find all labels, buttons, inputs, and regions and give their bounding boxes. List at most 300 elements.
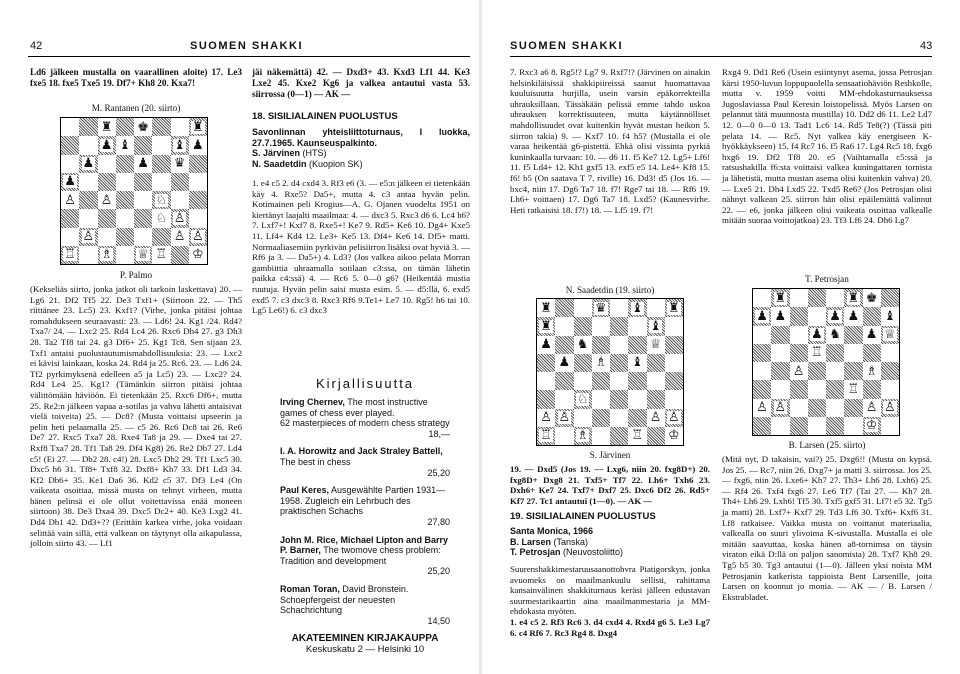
board-square [98, 118, 116, 136]
black-pawn-icon: ♟ [558, 355, 571, 371]
board-square [771, 399, 789, 417]
board-square [753, 380, 771, 398]
board-square [134, 228, 152, 246]
col2-top [252, 67, 470, 101]
board-square [555, 354, 573, 372]
game18-black: N. Saadetdin [252, 158, 307, 169]
board-square [826, 380, 844, 398]
black-rook-icon: ♜ [847, 290, 860, 306]
book-title: David Bronstein. Schoepfergeist der neuesten Schachrichtung [280, 583, 409, 616]
board-square [61, 191, 79, 209]
board-square [592, 390, 610, 408]
board-square [152, 228, 170, 246]
board-square [790, 326, 808, 344]
col3-top-text: 7. Rxc3 a6 8. Rg5!? Lg7 9. Rxf7!? (Järvinen on ainakin helsinkiläisissä shakkipiireissä saanut huomattavaa kuuluisuutta hurjilla, usein varsin epäkorrekteilla uhrauksillaan. Tässäkään pelissä emme tahdo uskoa uhrauksen korrektisuuteen, mutta käytännölliset mahdollisuudet ovat kuitenkin hyvät mustan heikon 5. siirron takia) 9. — Kxf7 10. f4 h5? (Mustalla ei ole varaa heikentää g6-pistettä. Ehkä olisi vissinta pyrkiä kuninkaalla turvaan: 10. — d6 11. f5 Ke7 12. Lg5+ Lf6! 11. f5 Ld4+ 12. Kh1 gxf5 13. exf5 e5 14. Le4+ Kf8 15. f6! b5 (On saatava T 7. riville) 16. Dd3! d5 (Jos 16. — bxc4, niin 17. Dg6 Ta7 18. f7! Rge7 tai 18. — Rf6 19. Lh6+ voittaen) 17. Dg6 Ta7 18. Lxd5? (Kaunesvirhe. Heti ratkaisisi 18. f7!) 18. — Lf5 19. f7! [510, 67, 710, 215]
board-square [79, 155, 97, 173]
col4-bottom-text: (Mitä nyt, D takaisin, vai?) 25. Dxg6!! (Musta on kypsä. Jos 25. — Rc7, niin 26. Dxg7+ ja matti 3. siirrossa. Jos 25. — fxg6, niin 26. Lxe6+ Kh7 27. Th3+ Lh6 28. Lxh6) 25. — Rf4 26. Txf4 fxg6 27. Le6 Tf7 (Tai 27. — Kh7 28. Th4+ Lh6 29. Lxh6! Tf5 30. Txf5 gxf5 31. Lf7! e5 32. Tg5 ja matti) 28. Lxf7+ Kxf7 29. Td3 Lf6 30. Txf6+ Kxf6 31. Lf8 ratkaisee. Vaikka musta on voittanut materiaalia, valkealla on suuri ylivoima K-sivustalla. Mustalla ei ole mitään saavuttaa, koska hänen a8-tornimsa on täysin viraton eikä D:llä on paljon sanomista) 28. Txf7 Kh8 29. Tg5 b5 30. Tg3 antautui (1—0). Jälleen yksi noista MM Petrosjanin katkerista tappioista Bent Larsenille, joita Larsen on koonnut jo monia. — AK — / B. Larsen / Ekstrabladet. [722, 454, 932, 602]
board-square [665, 409, 683, 427]
white-bishop-icon: ♗ [595, 355, 607, 371]
board-square [790, 362, 808, 380]
col3-game19 [510, 564, 710, 638]
col4-top [722, 67, 932, 226]
board-square [189, 209, 207, 227]
board-square [610, 390, 628, 408]
board-square [537, 336, 555, 354]
board-square [753, 307, 771, 325]
white-bishop-icon: ♗ [865, 363, 878, 379]
board-square [610, 427, 628, 445]
white-pawn-icon: ♙ [756, 400, 768, 416]
board-square [628, 354, 646, 372]
col2-body-text: 1. e4 c5 2. d4 cxd4 3. Rf3 e6 (3. — e5:n jälkeen ei tietenkään käy 4. Rxe5? Da5+, mutta 4. c3 antaa hyvän pelin. Kotimainen peli Krogius—A. G. Ojanen vuodelta 1951 on kiertänyt laajalti maailmaa: 4. — dxc3 5. Rxc3 d6 6. Lc4 h6? 7. Lxf7+! Kxf7 8. Rxe5+! Ke7 9. Rd5+ Ke6 10. Dg4+ Kxe5 11. Lf4+ Kd4 12. Le3+ Ke5 13. Df4+ Ke6 14. Df5+ matti. Normaaliasemiin pyrkivän pelisiirron lisäksi ovat hyviä 3. — Rf6 ja 3. — Da5+) 4. Ld3? (Jos valkea aikoo pelata Morran gambiittia uhraamalla sotilaan c3:ssa, on tämän lähetin paikka c4:ssä) 4. — Rc6 5. 0—0 g6? (Heikentää mustia ruutuja. Hyvän pelin saisi musta esim. 5. — d5:llä, 6. exd5 exd5 7. c3 dxc3 8. Rxc3 Rf6 9.Te1+ Le7 10. Rg5! h6 tai 10. Lg5 Le6!) 6. c3 dxc3 [252, 178, 470, 316]
book-entry-4 [280, 535, 450, 577]
game18-black-club: (Kuopion SK) [309, 158, 363, 169]
board-square [61, 209, 79, 227]
board-square [844, 380, 862, 398]
game18-event: Savonlinnan yhteisliittoturnaus, I luokka, 27.7.1965. Kaunseuspalkinto. [252, 127, 470, 148]
board-square [753, 399, 771, 417]
black-pawn-icon: ♟ [774, 308, 787, 324]
board-square [574, 354, 592, 372]
board-square [171, 228, 189, 246]
board-square [98, 136, 116, 154]
board-square [574, 299, 592, 317]
book-entry-1 [280, 397, 450, 439]
board-square [79, 246, 97, 264]
board-square [79, 136, 97, 154]
board-square [537, 372, 555, 390]
white-rook-icon: ♖ [811, 345, 823, 361]
board-square [61, 228, 79, 246]
board-square [189, 173, 207, 191]
board-square [647, 372, 665, 390]
board-square [98, 228, 116, 246]
col4-top-text: Rxg4 9. Dd1 Re6 (Usein esiintynyt asema, jossa Petrosjan kärsi 1950-luvun loppupuolella sensaatiohäviön Reshkolle, mutta v. 1959 voitti MM-ehdokasturnauksessa Jugoslaviassa Paul Keresin loistopelissä. Myös Larsen on pelannut tätä muunnosta mustilla) 10. Dd2 d6 11. Le2 Ld7 12. 0—0 0—0 13. Tad1 Lc6 14. Rd5 Te8(?) (Tässä piti pelata 14. — Rc5. Nyt valkea käy energiseen K-hyökkäykseen) 15. f4 Rc7 16. f5 Ra6 17. Lg4 Rc5 18. fxg6 hxg6 19. Df2 Tf8 20. e5 (Vaihtamalla c5:ssä ja ratsushakilla f6:sta voittaisi valkea kuningattaren tornista ja lähetistä, mutta mustan asema olisi kuitenkin vahva) 20. — Lxe5 21. Dh4 Lxd5 22. Txd5 Re6? (Jos Petrosjan olisi nähnyt valkean 25. siirron hän olisi epäilemättä valinnut 22. — e6, jonka jälkeen olisi vaikeata osoittaa valkealle mitään suoraa voittojatkoa) 23. Tf3 Lf6 24. Dh6 Lg7 [722, 67, 933, 226]
board-square [116, 155, 134, 173]
board-square [647, 317, 665, 335]
board-square [610, 354, 628, 372]
board-square [628, 409, 646, 427]
board-square [863, 326, 881, 344]
board-square [537, 390, 555, 408]
white-pawn-icon: ♙ [865, 400, 878, 416]
page-number-left: 42 [30, 40, 43, 52]
board-square [808, 326, 826, 344]
book-title: The twomove chess problem: Tradition and development [280, 545, 441, 566]
black-pawn-icon: ♟ [192, 137, 204, 153]
white-pawn-icon: ♙ [540, 410, 552, 426]
black-pawn-icon: ♟ [847, 308, 860, 324]
col3-after-diagram [510, 464, 710, 506]
board-square [628, 390, 646, 408]
board-square [647, 354, 665, 372]
board-square [189, 246, 207, 264]
board-square [808, 417, 826, 435]
board-square [808, 289, 826, 307]
board-square [116, 209, 134, 227]
board-square [555, 336, 573, 354]
game19-black: T. Petrosjan [510, 547, 561, 558]
black-bishop-icon: ♝ [173, 137, 186, 153]
board-square [610, 409, 628, 427]
board-square [98, 155, 116, 173]
board-square [881, 289, 899, 307]
board-square [647, 299, 665, 317]
board-square [537, 299, 555, 317]
black-bishop-icon: ♝ [631, 355, 644, 371]
board-square [826, 326, 844, 344]
board-square [844, 289, 862, 307]
board-square [647, 427, 665, 445]
col3-game19-moves: 1. e4 c5 2. Rf3 Rc6 3. d4 cxd4 4. Rxd4 g6 5. Le3 Lg7 6. c4 Rf6 7. Rc3 Rg4 8. Dxg4 [510, 616, 710, 638]
board-square [171, 191, 189, 209]
board-square [537, 409, 555, 427]
board-square [152, 155, 170, 173]
books-box [280, 376, 450, 655]
game19-event: Santa Monica, 1966 [510, 526, 594, 536]
board-square [116, 173, 134, 191]
board-square [171, 136, 189, 154]
white-knight-icon: ♘ [576, 391, 589, 407]
board-square [665, 390, 683, 408]
black-rook-icon: ♜ [192, 119, 204, 135]
book-author: I. A. Horowitz and Jack Straley Battell, [280, 446, 443, 457]
board-square [134, 191, 152, 209]
board-square [592, 409, 610, 427]
black-rook-icon: ♜ [774, 290, 787, 306]
board-square [574, 409, 592, 427]
board-square [826, 289, 844, 307]
header-rule-right [510, 56, 932, 57]
board-square [61, 136, 79, 154]
board-square [771, 289, 789, 307]
black-bishop-icon: ♝ [649, 318, 662, 334]
board-square [610, 317, 628, 335]
book-extra: 62 masterpieces of modern chess strategy [280, 418, 450, 429]
board-square [189, 118, 207, 136]
board-square [665, 354, 683, 372]
white-pawn-icon: ♙ [192, 229, 204, 245]
board-square [628, 299, 646, 317]
book-title: Ausgewählte Partien 1931—1958. Zugleich ein Lehrbuch des praktischen Schachs [280, 485, 446, 517]
board-square [79, 118, 97, 136]
bookshop-address: Keskuskatu 2 — Helsinki 10 [305, 644, 425, 656]
board-square [134, 136, 152, 154]
diagram1-title: M. Rantanen (20. siirto) [91, 103, 181, 113]
white-pawn-icon: ♙ [64, 192, 76, 208]
board-square [152, 136, 170, 154]
board-square [790, 399, 808, 417]
col1-body [30, 284, 242, 549]
game19-header [510, 526, 710, 558]
book-price: 14,50 [427, 615, 450, 626]
game19-black-club: (Neuvostoliitto) [563, 547, 624, 558]
board-square [171, 118, 189, 136]
game19-white-club: (Tanska) [553, 536, 589, 547]
board-square [753, 289, 771, 307]
header-left: SUOMEN SHAKKI [190, 40, 304, 52]
board-square [189, 136, 207, 154]
board-square [628, 427, 646, 445]
col1-top [30, 67, 242, 89]
game18-white-club: (HTS) [302, 148, 327, 159]
white-pawn-icon: ♙ [173, 210, 186, 226]
white-pawn-icon: ♙ [649, 410, 662, 426]
board-square [98, 191, 116, 209]
game18-header [252, 127, 470, 169]
white-rook-icon: ♖ [847, 381, 860, 397]
board-square [863, 399, 881, 417]
white-queen-icon: ♕ [884, 327, 896, 343]
board-square [771, 344, 789, 362]
board-square [863, 362, 881, 380]
white-knight-icon: ♘ [155, 210, 168, 226]
board-square [881, 362, 899, 380]
board-square [808, 399, 826, 417]
right-page [482, 0, 960, 674]
board-square [771, 307, 789, 325]
white-pawn-icon: ♙ [884, 400, 896, 416]
diagram2-caption: S. Järvinen [589, 450, 631, 460]
board-square [790, 289, 808, 307]
book-entry-5 [280, 584, 450, 626]
book-title: The most instructive games of chess ever played. [280, 397, 428, 418]
board-square [790, 380, 808, 398]
game18-white: S. Järvinen [252, 148, 301, 159]
black-pawn-icon: ♟ [829, 308, 841, 324]
board-square [826, 399, 844, 417]
board-square [844, 362, 862, 380]
white-pawn-icon: ♙ [173, 229, 186, 245]
white-pawn-icon: ♙ [82, 229, 95, 245]
board-square [189, 191, 207, 209]
board-square [116, 136, 134, 154]
board-square [116, 228, 134, 246]
board-square [574, 336, 592, 354]
black-rook-icon: ♜ [100, 119, 113, 135]
board-square [826, 307, 844, 325]
board-square [790, 344, 808, 362]
board-square [771, 380, 789, 398]
board-square [574, 390, 592, 408]
board-square [134, 155, 152, 173]
book-author: Irving Chernev, [280, 397, 345, 407]
black-king-icon: ♚ [865, 290, 878, 306]
black-queen-icon: ♛ [173, 156, 186, 172]
board-square [189, 155, 207, 173]
white-king-icon: ♔ [865, 418, 878, 434]
col1-body-text: (Kekseliäs siirto, jonka jatkot oli tarkoin laskettava) 20. — Lg6 21. Df2 Tf5 22. De3 Txf1+ (Siirtoon 22. — Th5 riittänee 23. Lc5) 23. Kxf1? (Virhe, jonka pitäisi johtaa romahdukseen seuraavasti: 23. — Ld6! 24. Kg1 /24. Rd4? Txa7/ 24. — Lxc2 25. Rd4 Lc4 26. Rxc6 Dh4 27. g3 Dh3 28. Ta2 Tf8 tai 24. g3 Df6+ 25. Kg1 Tc8. Sen sijaan 23. Txf1 antaisi puolustautumismahdollisuuksia: 23. — Lxc2 ei kävisi lainkaan, koska 24. Rd4 ja 25. Rc6. 23. — Ld6 24. Tf2 pyrkimyksenä edelleen a5 ja Lc5) 23. — Lxc2? 24. Rd4 Le4 25. Kg1? (Tämänkin siirron pitäisi johtaa välittömään häviöön. Ei tietenkään 25. Rxc6 Df6+, mutta 25. Re2:n jälkeen vapaa a-sotilas ja vahva lähetti antaisivat vielä toiveita) 25. — Dc8? (Musta voittaisi upseerin ja pelin heti pelaamalla 25. — c5 26. Rc6 Dc8 tai 26. Re6 De7 27. Rxc5 Txa7 28. Rxe4 Ta8 ja 29. — Dxe4 tai 27. Rxf8 Txa7 28. Tf1 Ta8 29. Df4 Kg8) 26. Re2 Db7 27. Ld4 c5! (Ei 27. — Db2 28. c4!) 28. Lxc5 Db2 29. Tf1 Lxc5 30. Dxc5 h6 31. Tf8+ Txf8 32. Dxf8+ Kh7 33. Df1 Ld3 34. Kf2 Db6+ 35. Ke1 Da6 36. Kd2 c5 37. Df3 Le4 (On vaikeata osoittaa, missä musta on tehnyt virheen, mutta hänen pelinsä ei ole ollut voitettavissa enää moneen siirtoon) 38. De3 Dxa4 39. Dxc5 Dc2+ 40. Ke3 Lxg2 41. Dd4 Db1 42. Dd3+?? (Erittäin karkea virhe, joka voidaan selittää vain sillä, että valkean on täytynyt olla aikapulassa, jolloin siirto 43. — Lf1 [30, 284, 242, 549]
diagram2-title: N. Saadetdin (19. siirto) [565, 285, 655, 295]
board-square [592, 372, 610, 390]
board-square [98, 246, 116, 264]
board-square [647, 390, 665, 408]
board-square [555, 372, 573, 390]
board-square [134, 118, 152, 136]
board-square [592, 427, 610, 445]
board-square [844, 399, 862, 417]
black-rook-icon: ♜ [540, 318, 552, 334]
board-square [189, 228, 207, 246]
game19-title: 19. SISILIALAINEN PUOLUSTUS [510, 511, 656, 522]
col3-game19-intro: Suurenshakkimestaruusaanottohvra Piatigorskyn, jonka avuomeks on maailmankuulu sellisti, rahittama kansainvälinen shakkiturnaus keräsi jälleen edustavan suurmestarikaartin aina maailmanmestaria ja MM-ehdokasta myöten. [510, 564, 710, 617]
book-entry-2 [280, 446, 450, 478]
board-square [555, 409, 573, 427]
black-pawn-icon: ♟ [64, 174, 76, 190]
board-square [881, 417, 899, 435]
board-square [771, 326, 789, 344]
board-square [152, 191, 170, 209]
board-square [116, 118, 134, 136]
board-square [844, 326, 862, 344]
board-square [152, 173, 170, 191]
diagram3-title: T. Petrosjan [805, 274, 849, 284]
board-square [592, 317, 610, 335]
black-pawn-icon: ♟ [756, 308, 768, 324]
game18-title: 18. SISILIALAINEN PUOLUSTUS [252, 111, 398, 122]
board-square [610, 336, 628, 354]
page-number-right: 43 [920, 40, 933, 52]
book-author: Roman Toran, [280, 583, 340, 594]
board-square [134, 209, 152, 227]
board-square [863, 307, 881, 325]
board-square [826, 362, 844, 380]
black-rook-icon: ♜ [668, 300, 680, 316]
black-bishop-icon: ♝ [631, 300, 644, 316]
black-king-icon: ♚ [137, 119, 149, 135]
black-pawn-icon: ♟ [100, 137, 113, 153]
white-king-icon: ♔ [668, 428, 680, 444]
col2-top-text: jäi näkemättä) 42. — Dxd3+ 43. Kxd3 Lf1 44. Ke3 Lxe2 45. Kxe2 Kg6 ja valkea antautui vasta 53. siirrossa (0—1) — AK — [252, 67, 470, 100]
board-square [647, 336, 665, 354]
diagram3-caption: B. Larsen (25. siirto) [788, 440, 866, 450]
board-square [665, 427, 683, 445]
board-square [98, 173, 116, 191]
board-square [808, 380, 826, 398]
board-square [881, 380, 899, 398]
board-square [555, 390, 573, 408]
board-square [790, 417, 808, 435]
book-price: 27,80 [427, 516, 450, 527]
white-rook-icon: ♖ [540, 428, 552, 444]
white-queen-icon: ♕ [649, 337, 662, 353]
board-square [863, 380, 881, 398]
board-square [61, 173, 79, 191]
white-bishop-icon: ♗ [576, 428, 589, 444]
board-square [555, 317, 573, 335]
white-pawn-icon: ♙ [792, 363, 805, 379]
board-square [863, 289, 881, 307]
board-square [152, 209, 170, 227]
board-square [79, 228, 97, 246]
board-square [171, 209, 189, 227]
board-square [647, 409, 665, 427]
bookshop-name: AKATEEMINEN KIRJAKAUPPA [291, 633, 439, 645]
board-square [152, 118, 170, 136]
white-rook-icon: ♖ [64, 247, 76, 263]
chess-diagram-1 [60, 117, 208, 265]
board-square [808, 344, 826, 362]
book-entry-3 [280, 485, 450, 527]
board-square [844, 344, 862, 362]
board-square [537, 317, 555, 335]
col1-top-text: Ld6 jälkeen mustalla on vaarallinen aloite) 17. Le3 fxe5 18. fxe5 Txe5 19. Df7+ Kh8 20. Kxa7! [30, 67, 242, 89]
board-square [753, 326, 771, 344]
game19-white: B. Larsen [510, 536, 552, 547]
board-square [592, 354, 610, 372]
black-pawn-icon: ♟ [865, 327, 878, 343]
board-square [171, 246, 189, 264]
board-square [665, 372, 683, 390]
board-square [537, 427, 555, 445]
black-rook-icon: ♜ [540, 300, 552, 316]
board-square [665, 336, 683, 354]
board-square [592, 299, 610, 317]
black-pawn-icon: ♟ [540, 337, 552, 353]
white-pawn-icon: ♙ [774, 400, 787, 416]
board-square [79, 209, 97, 227]
books-title: Kirjallisuutta [315, 376, 415, 391]
black-bishop-icon: ♝ [119, 137, 131, 153]
white-bishop-icon: ♗ [100, 247, 113, 263]
board-square [61, 246, 79, 264]
board-square [537, 354, 555, 372]
col3-top [510, 67, 710, 215]
chess-diagram-2 [536, 298, 684, 446]
book-title: The best in chess [280, 456, 351, 467]
board-square [881, 399, 899, 417]
board-square [790, 307, 808, 325]
board-square [863, 417, 881, 435]
board-square [628, 317, 646, 335]
board-square [610, 299, 628, 317]
board-square [628, 336, 646, 354]
board-square [574, 317, 592, 335]
board-square [134, 173, 152, 191]
white-knight-icon: ♘ [155, 192, 168, 208]
col3-after-diagram-text: 19. — Dxd5 (Jos 19. — Lxg6, niin 20. fxg8D+) 20. fxg8D+ Dxg8 21. Txf5+ Tf7 22. Lh6+ Txh6 23. Dxh6+ Ke7 24. Txf7+ Dxf7 25. Dxc6 Df2 26. Rd5+ Kf7 27. Tc1 antautui (1—0). — AK — [510, 464, 710, 506]
col4-bottom [722, 454, 932, 602]
white-rook-icon: ♖ [631, 428, 644, 444]
board-square [881, 307, 899, 325]
board-square [555, 427, 573, 445]
board-square [79, 173, 97, 191]
board-square [61, 118, 79, 136]
header-rule-left [28, 56, 470, 57]
white-pawn-icon: ♙ [558, 410, 571, 426]
board-square [574, 427, 592, 445]
book-price: 25,20 [427, 467, 450, 478]
board-square [753, 344, 771, 362]
board-square [134, 246, 152, 264]
black-knight-icon: ♞ [829, 327, 841, 343]
chess-diagram-3 [752, 288, 900, 436]
board-square [79, 191, 97, 209]
col2-body [252, 178, 470, 316]
board-square [808, 362, 826, 380]
board-square [808, 307, 826, 325]
board-square [592, 336, 610, 354]
board-square [665, 299, 683, 317]
board-square [863, 344, 881, 362]
board-square [771, 417, 789, 435]
board-square [844, 307, 862, 325]
board-square [826, 344, 844, 362]
board-square [555, 299, 573, 317]
book-price: 25,20 [427, 566, 450, 577]
board-square [116, 246, 134, 264]
white-rook-icon: ♖ [155, 247, 168, 263]
